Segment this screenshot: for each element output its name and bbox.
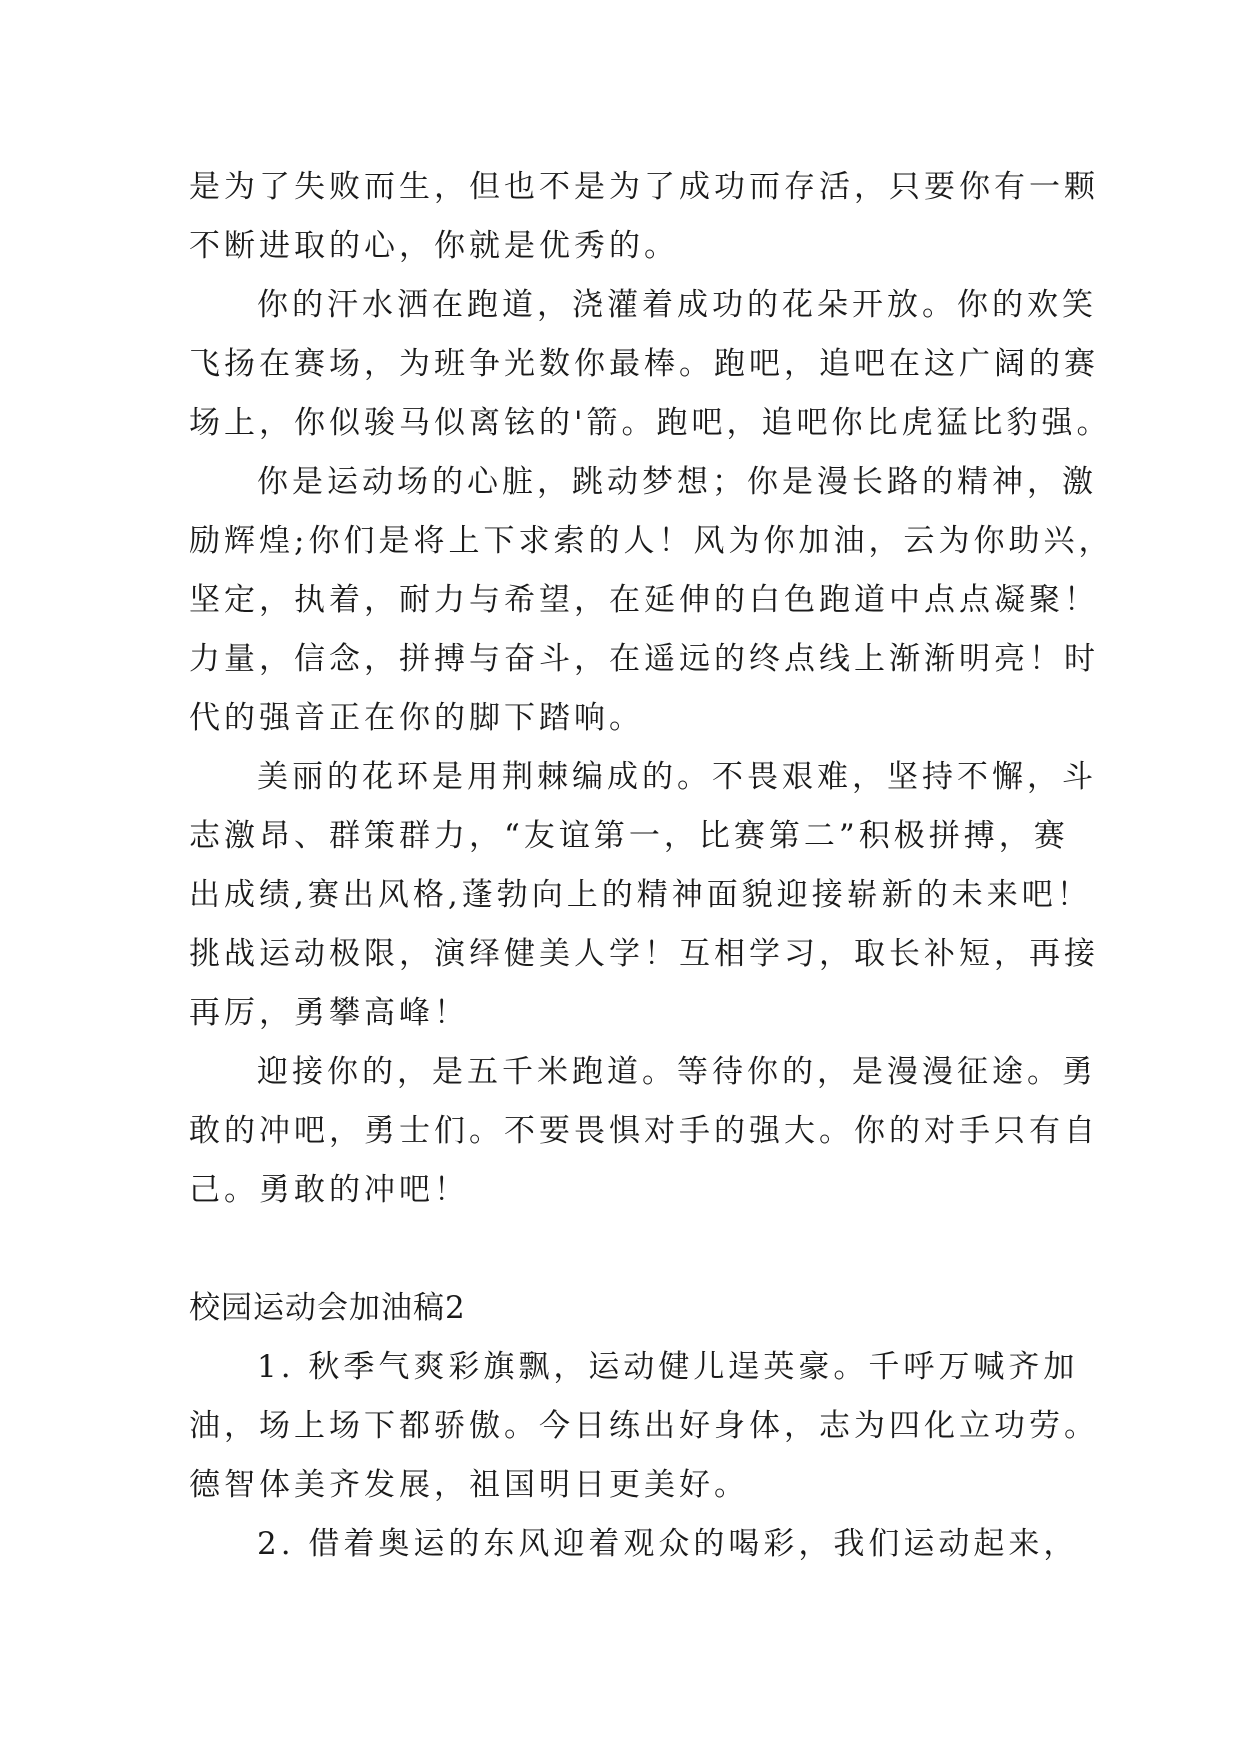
paragraph-sweat bbox=[189, 276, 1112, 453]
text-line: 代的强音正在你的脚下踏响。 bbox=[189, 700, 644, 736]
text-line: 1. 秋季气爽彩旗飘，运动健儿逞英豪。千呼万喊齐加 bbox=[257, 1349, 1079, 1385]
text-line: 志激昂、群策群力，“友谊第一，比赛第二”积极拼搏，赛 bbox=[189, 818, 1069, 854]
list-item-1 bbox=[189, 1338, 1099, 1515]
text-line: 飞扬在赛场，为班争光数你最棒。跑吧，追吧在这广阔的赛 bbox=[189, 346, 1099, 382]
text-line: 挑战运动极限，演绎健美人学！互相学习，取长补短，再接 bbox=[189, 936, 1099, 972]
document-body bbox=[189, 158, 1114, 1574]
text-line: 力量，信念，拼搏与奋斗，在遥远的终点线上渐渐明亮！时 bbox=[189, 641, 1099, 677]
text-line: 出成绩,赛出风格,蓬勃向上的精神面貌迎接崭新的未来吧！ bbox=[189, 877, 1092, 913]
paragraph-heart bbox=[189, 453, 1114, 748]
text-line: 德智体美齐发展，祖国明日更美好。 bbox=[189, 1467, 749, 1503]
text-line: 你是运动场的心脏，跳动梦想；你是漫长路的精神，激 bbox=[257, 464, 1097, 500]
text-line: 2. 借着奥运的东风迎着观众的喝彩，我们运动起来， bbox=[257, 1526, 1079, 1562]
paragraph-wreath bbox=[189, 748, 1099, 1043]
text-line: 美丽的花环是用荆棘编成的。不畏艰难，坚持不懈，斗 bbox=[257, 759, 1097, 795]
text-line: 你的汗水洒在跑道，浇灌着成功的花朵开放。你的欢笑 bbox=[257, 287, 1097, 323]
text-line: 场上，你似骏马似离铉的'箭。跑吧，追吧你比虎猛比豹强。 bbox=[189, 405, 1112, 441]
paragraph-track bbox=[189, 1043, 1099, 1220]
text-line: 己。勇敢的冲吧！ bbox=[189, 1172, 469, 1208]
text-line: 励辉煌;你们是将上下求索的人！风为你加油，云为你助兴， bbox=[189, 523, 1114, 559]
text-line: 坚定，执着，耐力与希望，在延伸的白色跑道中点点凝聚！ bbox=[189, 582, 1099, 618]
section-heading: 校园运动会加油稿2 bbox=[189, 1290, 466, 1326]
text-line: 再厉，勇攀高峰！ bbox=[189, 995, 469, 1031]
text-line: 敢的冲吧，勇士们。不要畏惧对手的强大。你的对手只有自 bbox=[189, 1113, 1099, 1149]
text-line: 迎接你的，是五千米跑道。等待你的，是漫漫征途。勇 bbox=[257, 1054, 1097, 1090]
text-line: 油，场上场下都骄傲。今日练出好身体，志为四化立功劳。 bbox=[189, 1408, 1099, 1444]
list-item-2 bbox=[189, 1515, 1079, 1574]
section-spacer bbox=[189, 1220, 1069, 1279]
text-line: 不断进取的心，你就是优秀的。 bbox=[189, 228, 679, 264]
paragraph-continued bbox=[189, 158, 1099, 276]
text-line: 是为了失败而生，但也不是为了成功而存活，只要你有一颗 bbox=[189, 169, 1099, 205]
